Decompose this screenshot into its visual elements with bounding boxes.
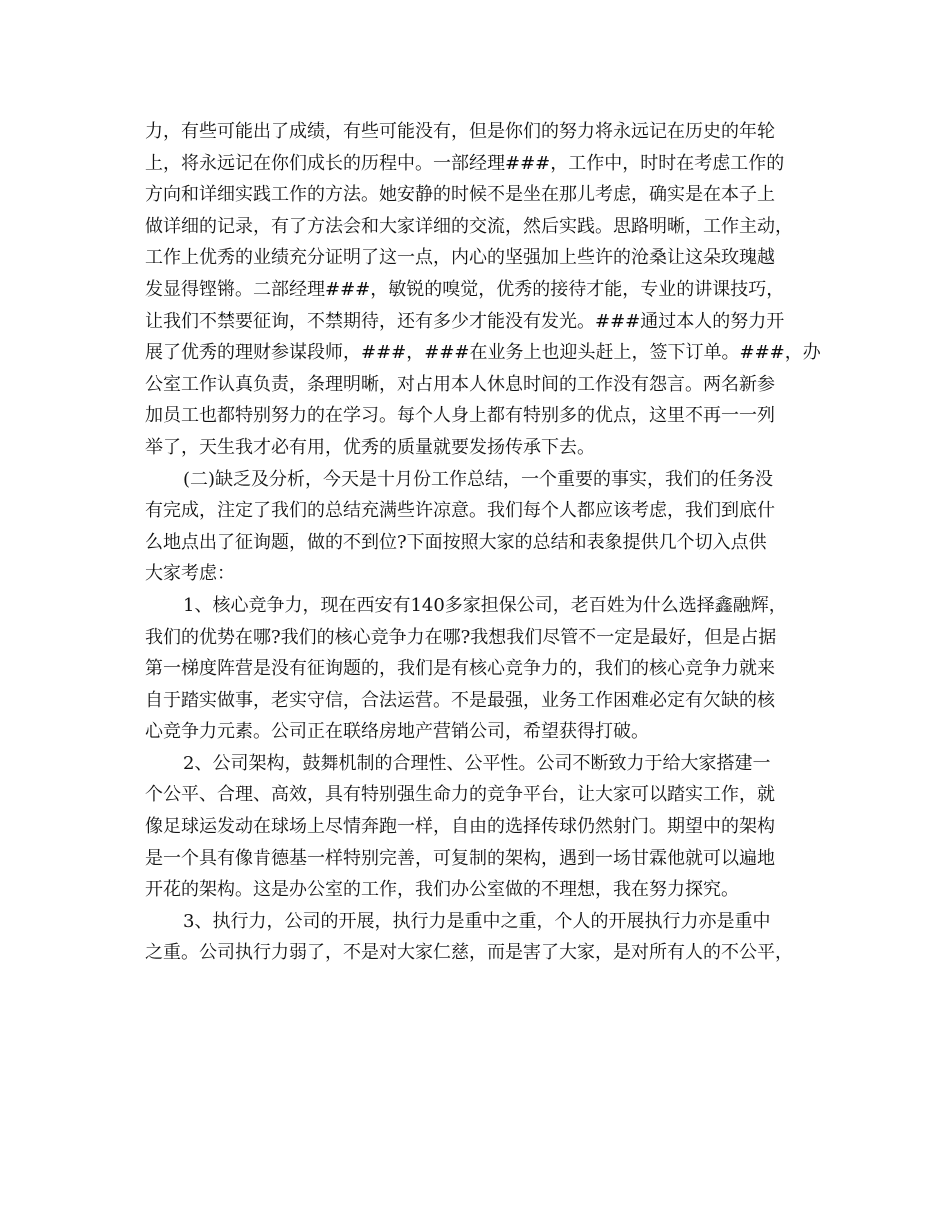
text-line: 展了优秀的理财参谋段师，###，###在业务上也迎头赶上，签下订单。###，办 — [145, 342, 821, 364]
text-line: 3、执行力，公司的开展，执行力是重中之重，个人的开展执行力亦是重中 — [183, 910, 771, 932]
text-line: 大家考虑： — [145, 563, 235, 585]
text-line: 发显得铿锵。二部经理###，敏锐的嗅觉，优秀的接待才能，专业的讲课技巧， — [145, 278, 785, 300]
text-line: 第一梯度阵营是没有征询题的，我们是有核心竞争力的，我们的核心竞争力就来 — [145, 658, 775, 680]
text-line: 举了，天生我才必有用，优秀的质量就要发扬传承下去。 — [145, 436, 595, 458]
text-line: 是一个具有像肯德基一样特别完善，可复制的架构，遇到一场甘霖他就可以遍地 — [145, 847, 775, 869]
text-line: 做详细的记录，有了方法会和大家详细的交流，然后实践。思路明晰，工作主动， — [145, 215, 793, 237]
text-line: 心竞争力元素。公司正在联络房地产营销公司，希望获得打破。 — [145, 721, 649, 743]
text-line: 个公平、合理、高效，具有特别强生命力的竞争平台，让大家可以踏实工作，就 — [145, 784, 775, 806]
text-line: 方向和详细实践工作的方法。她安静的时候不是坐在那儿考虑，确实是在本子上 — [145, 184, 775, 206]
text-line: 上，将永远记在你们成长的历程中。一部经理###，工作中，时时在考虑工作的 — [145, 152, 785, 174]
text-line: 工作上优秀的业绩充分证明了这一点，内心的坚强加上些许的沧桑让这朵玫瑰越 — [145, 247, 775, 269]
text-line: 像足球运发动在球场上尽情奔跑一样，自由的选择传球仍然射门。期望中的架构 — [145, 816, 775, 838]
text-line: 么地点出了征询题，做的不到位?下面按照大家的总结和表象提供几个切入点供 — [145, 531, 767, 553]
text-line: 让我们不禁要征询，不禁期待，还有多少才能没有发光。###通过本人的努力开 — [145, 310, 785, 332]
text-line: (二)缺乏及分析，今天是十月份工作总结，一个重要的事实，我们的任务没 — [183, 468, 774, 490]
text-line: 自于踏实做事，老实守信，合法运营。不是最强，业务工作困难必定有欠缺的核 — [145, 689, 775, 711]
text-line: 2、公司架构，鼓舞机制的合理性、公平性。公司不断致力于给大家搭建一 — [183, 752, 771, 774]
text-line: 有完成，注定了我们的总结充满些许凉意。我们每个人都应该考虑，我们到底什 — [145, 500, 775, 522]
text-line: 之重。公司执行力弱了，不是对大家仁慈，而是害了大家，是对所有人的不公平， — [145, 942, 793, 964]
text-line: 加员工也都特别努力的在学习。每个人身上都有特别多的优点，这里不再一一列 — [145, 405, 775, 427]
text-line: 我们的优势在哪?我们的核心竞争力在哪?我想我们尽管不一定是最好，但是占据 — [145, 626, 777, 648]
text-line: 1、核心竞争力，现在西安有140多家担保公司，老百姓为什么选择鑫融辉， — [183, 594, 787, 616]
text-line: 力，有些可能出了成绩，有些可能没有，但是你们的努力将永远记在历史的年轮 — [145, 121, 775, 142]
body-text — [145, 116, 821, 969]
text-line: 公室工作认真负责，条理明晰，对占用本人休息时间的工作没有怨言。两名新参 — [145, 373, 775, 395]
text-line: 开花的架构。这是办公室的工作，我们办公室做的不理想，我在努力探究。 — [145, 879, 739, 901]
